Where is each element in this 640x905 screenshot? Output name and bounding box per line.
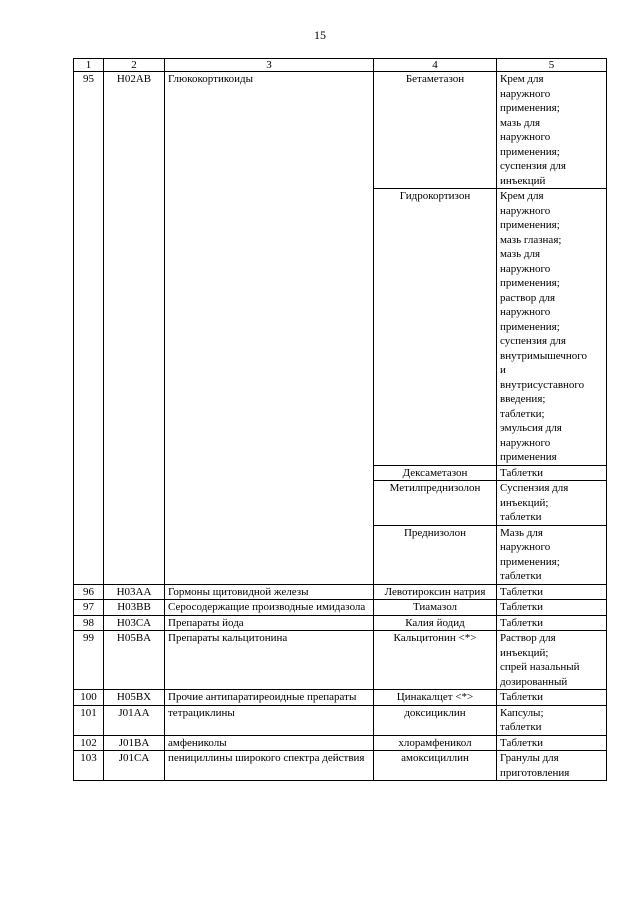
dosage-forms: Суспензия для инъекций; таблетки — [497, 481, 607, 526]
drug-name: Цинакалцет <*> — [374, 690, 497, 706]
row-number: 101 — [74, 705, 104, 735]
dosage-forms: Таблетки — [497, 600, 607, 616]
dosage-forms: Таблетки — [497, 584, 607, 600]
row-number: 99 — [74, 631, 104, 690]
drug-group: тетрациклины — [165, 705, 374, 735]
table-row — [74, 751, 607, 781]
drug-group: Прочие антипаратиреоидные препараты — [165, 690, 374, 706]
page-number: 15 — [314, 28, 326, 42]
atc-code: H05BA — [104, 631, 165, 690]
atc-code: J01CA — [104, 751, 165, 781]
row-number: 98 — [74, 615, 104, 631]
row-number: 100 — [74, 690, 104, 706]
table-row — [74, 735, 607, 751]
drug-name: Левотироксин натрия — [374, 584, 497, 600]
col-header-4: 4 — [374, 59, 497, 72]
atc-code: J01AA — [104, 705, 165, 735]
drug-name: доксициклин — [374, 705, 497, 735]
dosage-forms: Крем для наружного применения; мазь глазная; мазь для наружного применения; раствор для наружного применения; суспензия для внутримышечного и внутрисуставного введения; таблетки; эмульсия для наружного применения — [497, 189, 607, 466]
drug-name: хлорамфеникол — [374, 735, 497, 751]
atc-code: H02AB — [104, 72, 165, 585]
row-number: 95 — [74, 72, 104, 585]
drug-group: амфениколы — [165, 735, 374, 751]
row-number: 102 — [74, 735, 104, 751]
table-row — [74, 690, 607, 706]
drug-name: Метилпреднизолон — [374, 481, 497, 526]
col-header-5: 5 — [497, 59, 607, 72]
drug-name: Дексаметазон — [374, 465, 497, 481]
table-row — [74, 72, 607, 189]
table-row — [74, 705, 607, 735]
row-number: 103 — [74, 751, 104, 781]
dosage-forms: Капсулы; таблетки — [497, 705, 607, 735]
header-row — [74, 59, 607, 72]
drug-group: Глюкокортикоиды — [165, 72, 374, 585]
drug-group: Серосодержащие производные имидазола — [165, 600, 374, 616]
drug-name: Калия йодид — [374, 615, 497, 631]
drug-name: Бетаметазон — [374, 72, 497, 189]
dosage-forms: Таблетки — [497, 735, 607, 751]
atc-code: H03CA — [104, 615, 165, 631]
dosage-forms: Раствор для инъекций; спрей назальный дозированный — [497, 631, 607, 690]
atc-code: H03AA — [104, 584, 165, 600]
dosage-forms: Крем для наружного применения; мазь для наружного применения; суспензия для инъекций — [497, 72, 607, 189]
dosage-forms: Таблетки — [497, 690, 607, 706]
dosage-forms: Таблетки — [497, 615, 607, 631]
drug-name: Гидрокортизон — [374, 189, 497, 466]
table-row — [74, 615, 607, 631]
drug-group: Препараты йода — [165, 615, 374, 631]
table-row — [74, 600, 607, 616]
table-row — [74, 631, 607, 690]
atc-code: H05BX — [104, 690, 165, 706]
dosage-forms: Мазь для наружного применения; таблетки — [497, 525, 607, 584]
drug-name: Кальцитонин <*> — [374, 631, 497, 690]
col-header-1: 1 — [74, 59, 104, 72]
atc-code: H03BB — [104, 600, 165, 616]
dosage-forms: Таблетки — [497, 465, 607, 481]
drug-name: Преднизолон — [374, 525, 497, 584]
row-number: 96 — [74, 584, 104, 600]
dosage-forms: Гранулы для приготовления — [497, 751, 607, 781]
col-header-2: 2 — [104, 59, 165, 72]
drug-group: пенициллины широкого спектра действия — [165, 751, 374, 781]
drug-name: амоксициллин — [374, 751, 497, 781]
row-number: 97 — [74, 600, 104, 616]
table-row — [74, 584, 607, 600]
drug-group: Гормоны щитовидной железы — [165, 584, 374, 600]
atc-code: J01BA — [104, 735, 165, 751]
drug-group: Препараты кальцитонина — [165, 631, 374, 690]
drug-name: Тиамазол — [374, 600, 497, 616]
drug-table — [73, 58, 607, 781]
col-header-3: 3 — [165, 59, 374, 72]
